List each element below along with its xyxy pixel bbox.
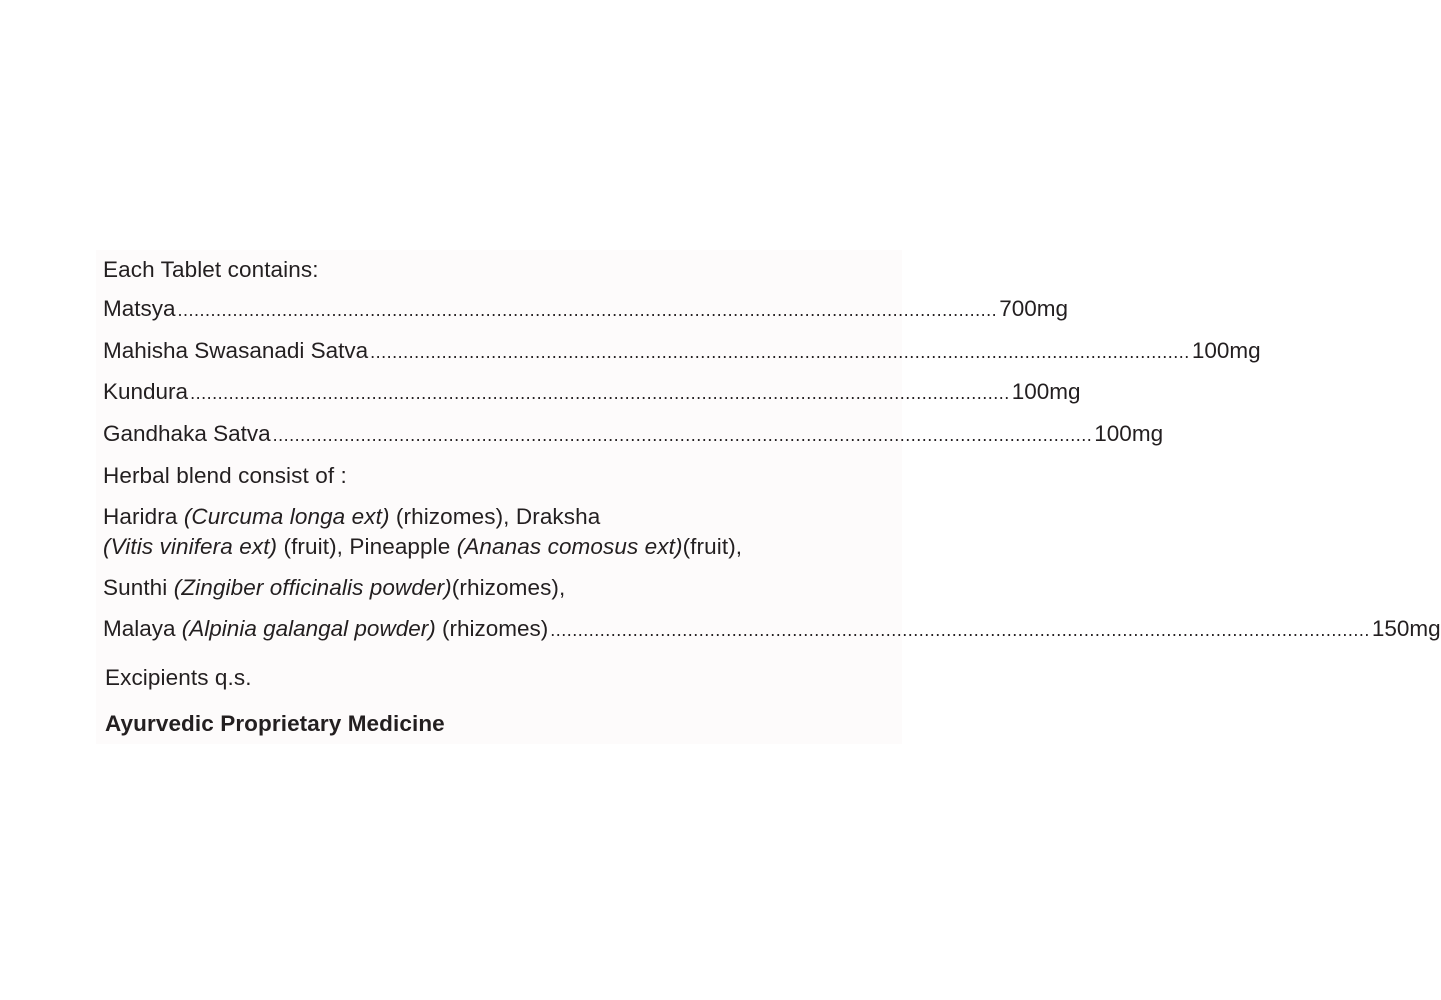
herb-latin: (Alpinia galangal powder) (181, 616, 436, 641)
herb-name: Sunthi (103, 575, 174, 600)
herbal-line-2 (103, 534, 742, 560)
leader-dots: ..................................................................................................................................................... (370, 342, 1190, 362)
ingredient-name: Mahisha Swasanadi Satva (103, 338, 369, 363)
herb-name: Malaya (103, 616, 182, 641)
herbal-blend-dose: 150mg (1371, 616, 1441, 641)
ingredient-row-matsya (103, 296, 1068, 322)
ingredient-dose: 100mg (1011, 379, 1081, 404)
herb-part: (rhizomes), (451, 575, 566, 600)
leader-dots: ..................................................................................................................................................... (190, 383, 1010, 403)
herb-latin: (Vitis vinifera ext) (103, 534, 278, 559)
herb-part: (rhizomes) (435, 616, 549, 641)
ingredient-name: Kundura (103, 379, 189, 404)
herb-part: (rhizomes), Draksha (389, 504, 601, 529)
herb-latin: (Zingiber officinalis powder) (173, 575, 452, 600)
ingredient-dose: 700mg (999, 296, 1068, 321)
herb-latin: (Ananas comosus ext) (456, 534, 683, 559)
herbal-blend-heading: Herbal blend consist of : (103, 463, 347, 488)
ingredient-row-mahisha (103, 338, 1261, 364)
herbal-line-1 (103, 504, 600, 530)
ingredient-name: Matsya (103, 296, 176, 321)
medicine-classification: Ayurvedic Proprietary Medicine (105, 711, 445, 736)
ingredient-row-gandhaka (103, 421, 1164, 447)
ingredient-dose: 100mg (1094, 421, 1164, 446)
leader-dots: ..................................................................................................................................................... (177, 300, 998, 320)
herb-part: (fruit), (682, 534, 743, 559)
herbal-line-4 (103, 616, 1441, 642)
ingredient-dose: 100mg (1191, 338, 1261, 363)
leader-dots: ..................................................................................................................................................... (550, 620, 1370, 640)
herb-latin: (Curcuma longa ext) (183, 504, 390, 529)
ingredient-name: Gandhaka Satva (103, 421, 271, 446)
herb-name-line (103, 616, 548, 642)
herb-name: Haridra (103, 504, 184, 529)
ingredient-row-kundura (103, 379, 1081, 405)
composition-heading: Each Tablet contains: (103, 257, 319, 282)
excipients-text: Excipients q.s. (105, 665, 252, 690)
herb-part: (fruit), Pineapple (277, 534, 457, 559)
herbal-line-3 (103, 575, 565, 601)
leader-dots: ..................................................................................................................................................... (272, 425, 1093, 445)
